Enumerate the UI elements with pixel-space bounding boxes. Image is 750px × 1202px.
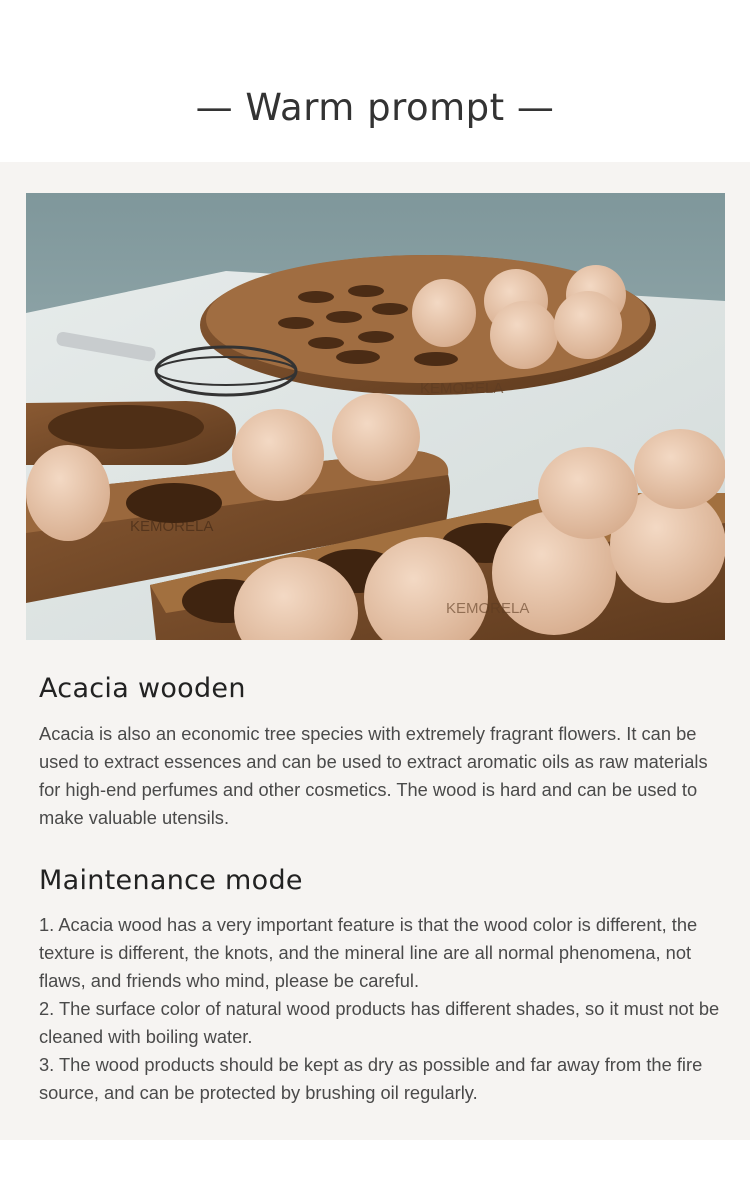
page-title: — Warm prompt — [195, 86, 555, 129]
section-title-acacia: Acacia wooden [39, 673, 246, 704]
maintenance-list [39, 911, 721, 1107]
footer-band [0, 1140, 750, 1202]
section-title-maintenance: Maintenance mode [39, 865, 303, 896]
acacia-description: Acacia is also an economic tree species with extremely fragrant flowers. It can be used to extract essences and can be used to extract aromatic oils as raw materials for high-end perfumes and other cosmetics. The wood is hard and can be used to make valuable utensils. [39, 723, 708, 828]
watermark: KEMORELA [130, 518, 214, 535]
watermark: KEMORELA [420, 380, 504, 397]
maintenance-item-1: 1. Acacia wood has a very important feature is that the wood color is different, the texture is different, the knots, and the mineral line are all normal phenomena, not flaws, and friends who mind, please be careful. [39, 914, 698, 991]
header-band [0, 0, 750, 162]
product-photo [26, 193, 725, 640]
watermark: KEMORELA [446, 600, 530, 617]
maintenance-item-3: 3. The wood products should be kept as dry as possible and far away from the fire source, and can be protected by brushing oil regularly. [39, 1054, 703, 1103]
maintenance-item-2: 2. The surface color of natural wood products has different shades, so it must not be cleaned with boiling water. [39, 998, 720, 1047]
